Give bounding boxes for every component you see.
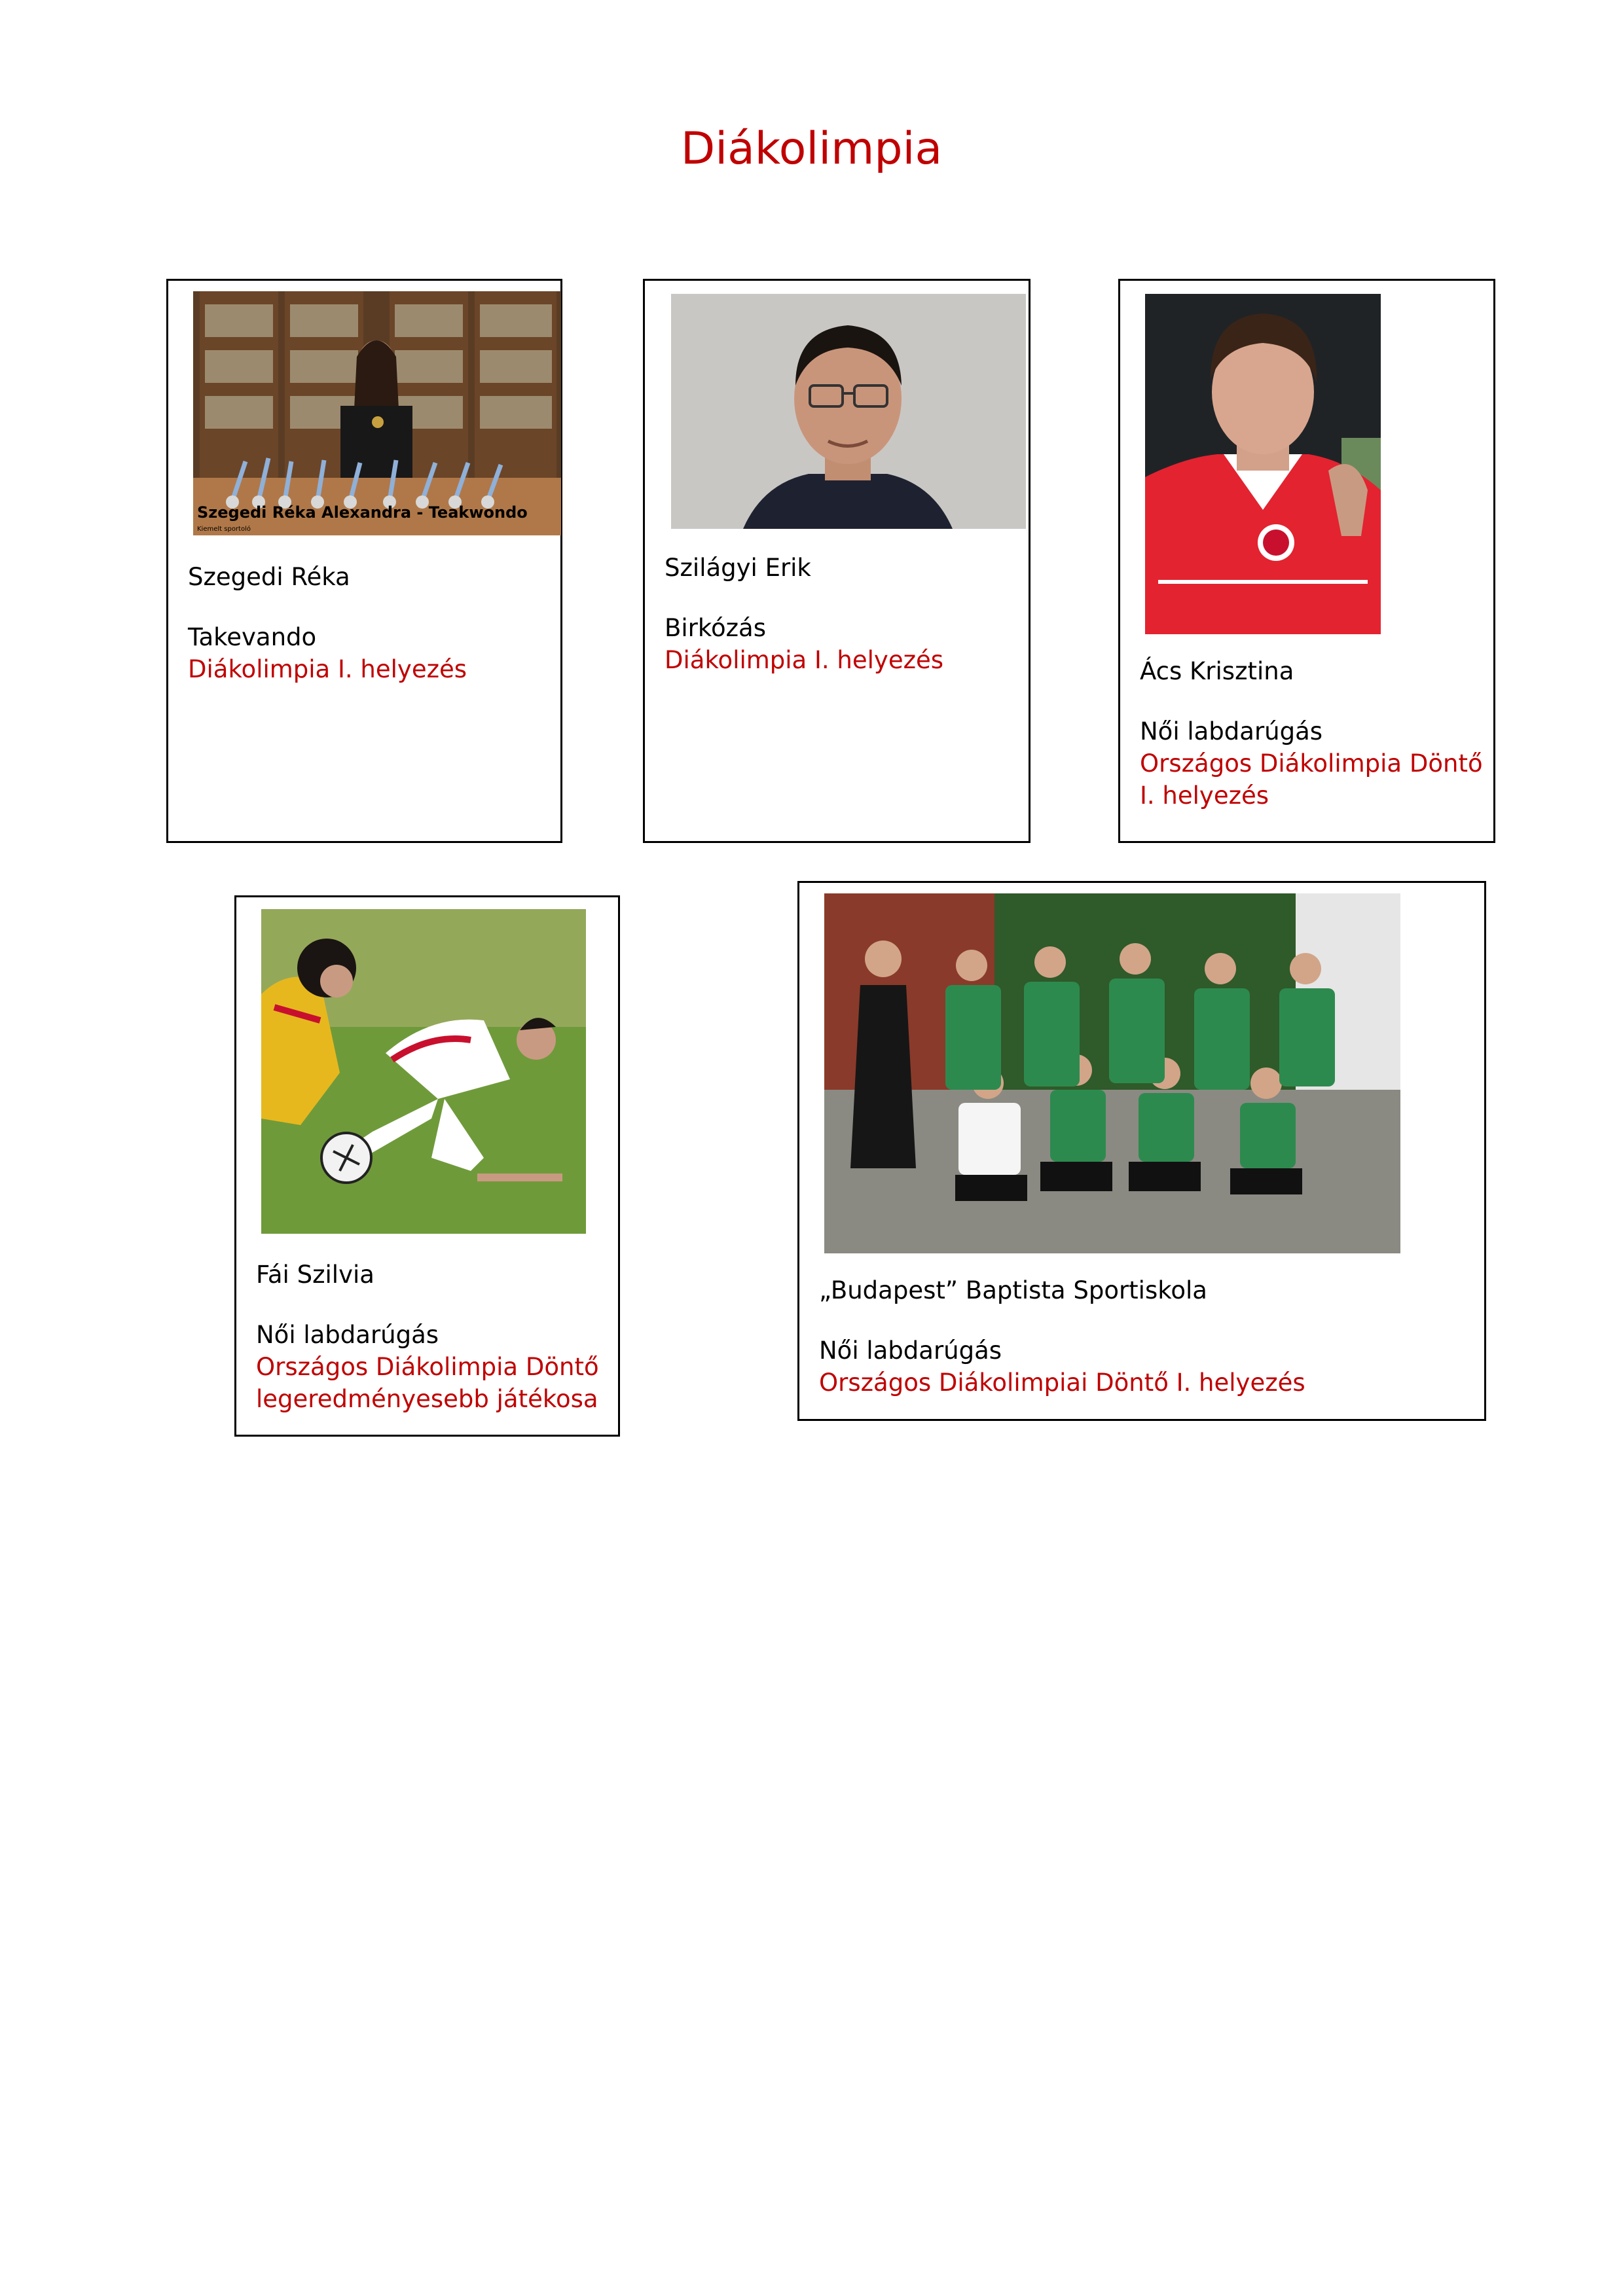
photo-subcaption: Kiemelt sportoló [197, 526, 251, 533]
athlete-card-fai-szilvia [234, 895, 620, 1437]
athlete-name: Fái Szilvia [256, 1261, 374, 1289]
athlete-card-szegedi-reka [166, 279, 562, 843]
team-photo [824, 893, 1400, 1253]
athlete-name: Szilágyi Erik [665, 554, 811, 582]
team-result: Országos Diákolimpiai Döntő I. helyezés [819, 1369, 1305, 1397]
athlete-name: Ács Krisztina [1140, 657, 1294, 685]
athlete-name: Szegedi Réka [188, 563, 350, 591]
photo-caption: Szegedi Réka Alexandra - Teakwondo [197, 503, 528, 522]
athlete-result: Diákolimpia I. helyezés [188, 655, 467, 683]
athlete-photo [261, 909, 586, 1234]
athlete-photo [193, 291, 561, 535]
athlete-card-szilagyi-erik [643, 279, 1030, 843]
athlete-result-line-1: Országos Diákolimpia Döntő [256, 1353, 599, 1381]
athlete-result: Diákolimpia I. helyezés [665, 646, 944, 674]
team-name: „Budapest” Baptista Sportiskola [819, 1276, 1207, 1304]
team-card-budapest-baptista [797, 881, 1486, 1421]
athlete-sport: Birkózás [665, 614, 766, 642]
athlete-sport: Takevando [188, 623, 317, 651]
athlete-result-line-2: legeredményesebb játékosa [256, 1385, 598, 1413]
athlete-card-acs-krisztina [1118, 279, 1495, 843]
athlete-sport: Női labdarúgás [256, 1321, 439, 1349]
athlete-photo [671, 294, 1026, 529]
athlete-photo [1145, 294, 1381, 634]
team-sport: Női labdarúgás [819, 1336, 1002, 1365]
page-title: Diákolimpia [680, 123, 943, 175]
athlete-result-line-2: I. helyezés [1140, 781, 1269, 810]
athlete-result-line-1: Országos Diákolimpia Döntő [1140, 749, 1483, 778]
athlete-sport: Női labdarúgás [1140, 717, 1323, 745]
